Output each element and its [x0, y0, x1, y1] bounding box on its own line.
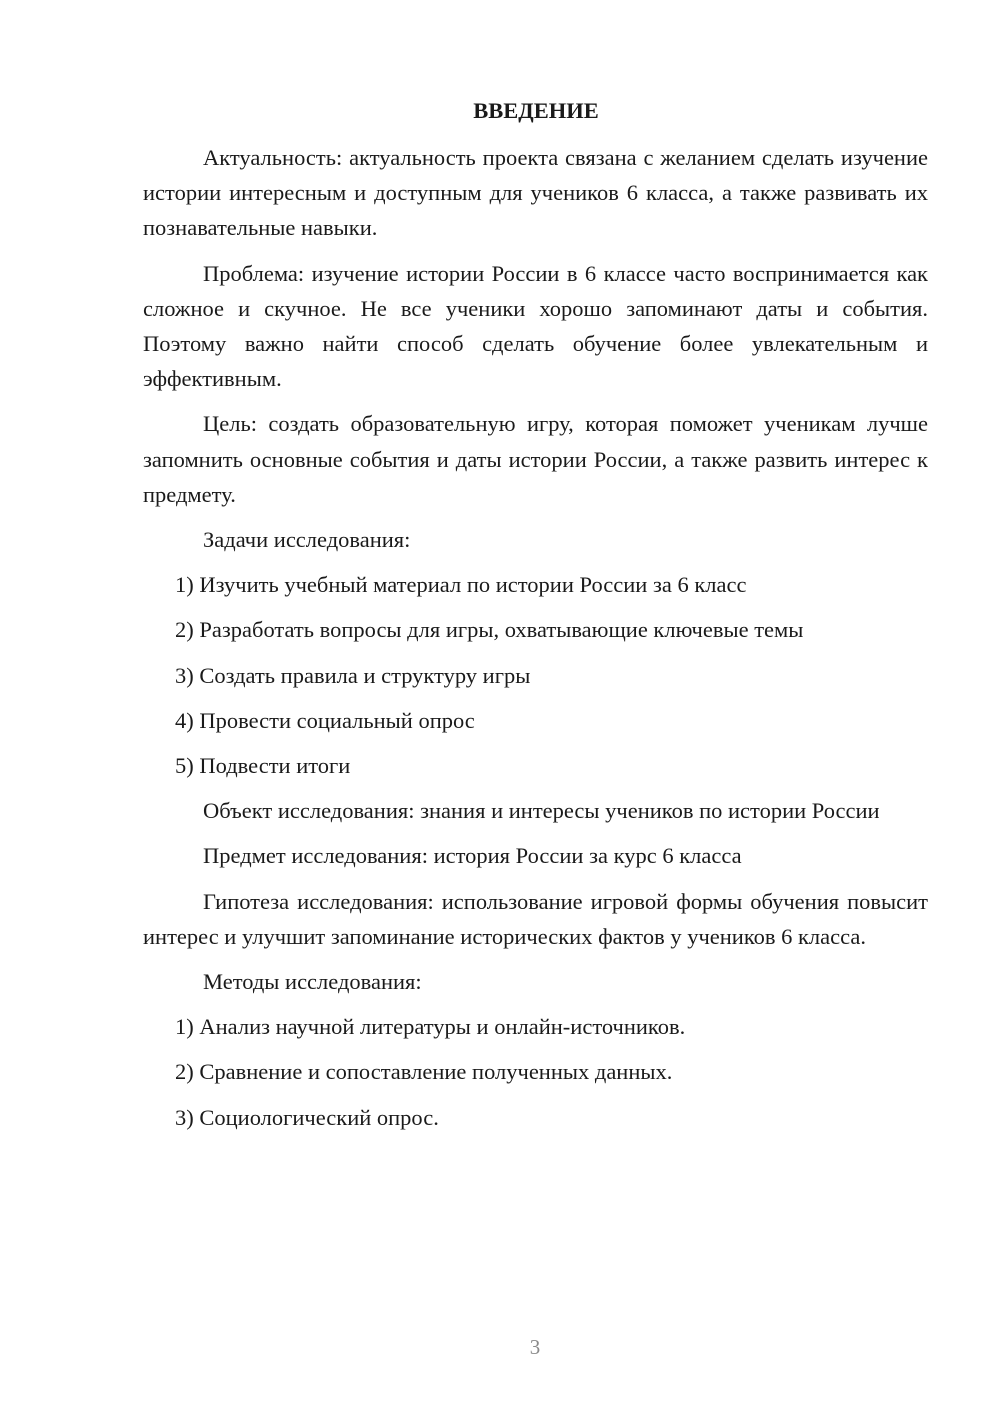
list-item: 2) Разработать вопросы для игры, охватывающие ключевые темы [175, 617, 804, 643]
list-item: 1) Анализ научной литературы и онлайн-источников. [175, 1014, 686, 1040]
relevance-paragraph: Актуальность: актуальность проекта связана с желанием сделать изучение истории интересным и доступным для учеников 6 класса, а также развивать их познавательные навыки. [143, 145, 928, 241]
list-item: 2) Сравнение и сопоставление полученных данных. [175, 1059, 673, 1085]
list-item: 3) Создать правила и структуру игры [175, 662, 531, 688]
list-item: 5) Подвести итоги [175, 753, 351, 779]
goal-paragraph: Цель: создать образовательную игру, которая поможет ученикам лучше запомнить основные события и даты истории России, а также развить интерес к предмету. [143, 411, 928, 507]
page-content [143, 140, 928, 1145]
methods-title: Методы исследования: [203, 969, 422, 995]
problem-paragraph: Проблема: изучение истории России в 6 классе часто воспринимается как сложное и скучное. Не все ученики хорошо запоминают даты и события. Поэтому важно найти способ сделать обучение более увлекательным и эффективным. [143, 260, 928, 392]
methods-list [143, 1009, 928, 1135]
section-heading: ВВЕДЕНИЕ [473, 98, 599, 123]
tasks-list [143, 567, 928, 783]
list-item: 4) Провести социальный опрос [175, 707, 475, 733]
hypothesis-paragraph: Гипотеза исследования: использование игровой формы обучения повысит интерес и улучшит запоминание исторических фактов у учеников 6 класса. [143, 888, 928, 949]
tasks-title: Задачи исследования: [203, 527, 411, 553]
list-item: 1) Изучить учебный материал по истории России за 6 класс [175, 572, 747, 598]
object-paragraph: Объект исследования: знания и интересы учеников по истории России [203, 798, 880, 824]
page-number: 3 [529, 1335, 541, 1359]
list-item: 3) Социологический опрос. [175, 1104, 439, 1130]
subject-paragraph: Предмет исследования: история России за курс 6 класса [203, 843, 742, 869]
